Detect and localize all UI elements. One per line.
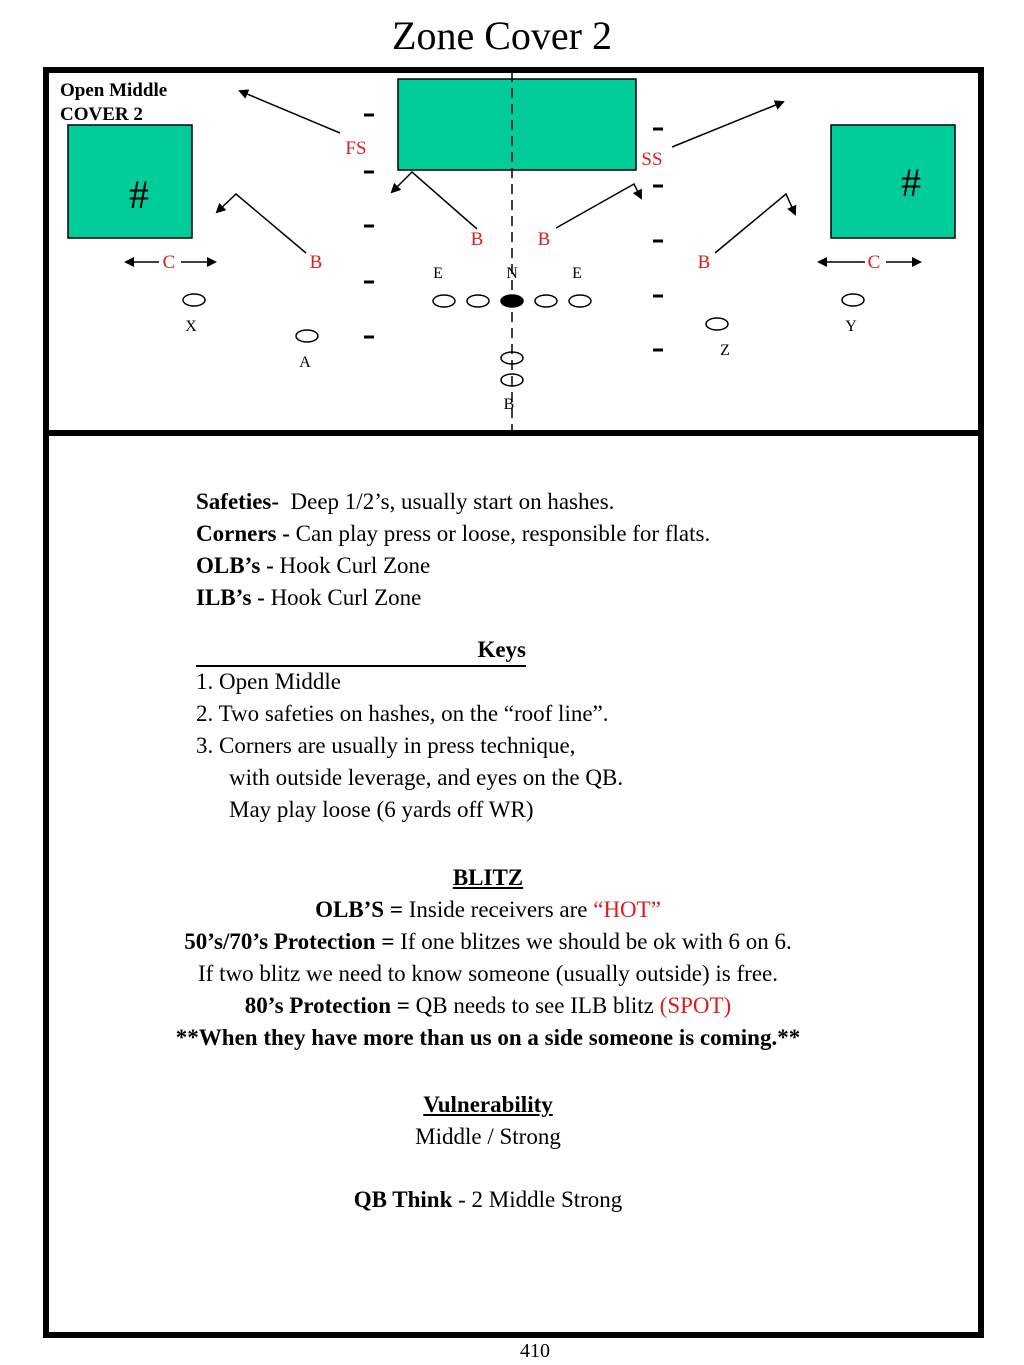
keys-list xyxy=(196,666,623,826)
receiver-y xyxy=(842,294,864,306)
label-x: X xyxy=(185,318,197,335)
resp-safeties: Safeties- Deep 1/2’s, usually start on hashes. xyxy=(196,489,615,514)
hash-mark-left: # xyxy=(129,172,149,217)
key-item: May play loose (6 yards off WR) xyxy=(229,797,534,822)
defensive-end-left: E xyxy=(433,265,443,282)
vulnerability-heading: Vulnerability xyxy=(423,1092,553,1117)
blitz-5070: 50’s/70’s Protection = If one blitzes we should be ok with 6 on 6. xyxy=(184,929,792,954)
qb-think: QB Think - 2 Middle Strong xyxy=(353,1187,623,1212)
offense-lineman xyxy=(535,295,557,307)
blitz-section xyxy=(0,862,976,1054)
receiver-z xyxy=(706,318,728,330)
inside-linebacker-right: B xyxy=(537,229,551,250)
resp-corners: Corners - Can play press or loose, responsible for flats. xyxy=(196,521,711,546)
outside-linebacker-left: B xyxy=(309,252,323,273)
olb-left-drop-arrow xyxy=(217,194,306,253)
defensive-end-right: E xyxy=(572,265,582,282)
deep-middle-zone xyxy=(398,79,636,170)
outside-linebacker-right: B xyxy=(697,252,711,273)
inside-linebacker-left: B xyxy=(470,229,484,250)
offense-lineman xyxy=(467,295,489,307)
label-b: B xyxy=(503,396,515,413)
coverage-label-line2: COVER 2 xyxy=(60,104,143,125)
label-a: A xyxy=(299,354,311,371)
label-y: Y xyxy=(845,318,857,335)
cornerback-left: C xyxy=(162,252,176,273)
keys-heading: Keys xyxy=(477,637,526,662)
ilb-right-drop-arrow xyxy=(556,184,641,228)
resp-olbs: OLB’s - Hook Curl Zone xyxy=(196,553,431,578)
olb-right-drop-arrow xyxy=(715,194,795,253)
hash-mark-right: # xyxy=(901,160,921,205)
blitz-warning: **When they have more than us on a side someone is coming.** xyxy=(175,1025,801,1050)
coverage-label-line1: Open Middle xyxy=(60,80,168,101)
free-safety: FS xyxy=(345,138,367,159)
nose-tackle: N xyxy=(506,265,518,282)
label-z: Z xyxy=(720,342,730,359)
offense-lineman xyxy=(569,295,591,307)
resp-ilbs: ILB’s - Hook Curl Zone xyxy=(196,585,422,610)
key-item: with outside leverage, and eyes on the QB. xyxy=(229,765,624,790)
receiver-a xyxy=(296,330,318,342)
vulnerability-text: Middle / Strong xyxy=(415,1124,561,1149)
play-diagram xyxy=(0,0,1024,440)
blitz-olb: OLB’S = Inside receivers are “HOT” xyxy=(315,897,661,922)
right-flat-zone xyxy=(831,125,955,238)
key-item: 2. Two safeties on hashes, on the “roof line”. xyxy=(196,701,609,726)
blitz-two: If two blitz we need to know someone (usually outside) is free. xyxy=(198,961,778,986)
responsibilities xyxy=(196,486,710,614)
keys-heading-rule xyxy=(196,635,526,667)
offense-center xyxy=(501,295,523,307)
key-item: 1. Open Middle xyxy=(196,669,342,694)
page-title: Zone Cover 2 xyxy=(392,13,612,58)
blitz-80: 80’s Protection = QB needs to see ILB blitz (SPOT) xyxy=(244,993,732,1018)
ss-drop-arrow xyxy=(672,102,783,147)
receiver-x xyxy=(183,294,205,306)
cornerback-right: C xyxy=(867,252,881,273)
ilb-left-drop-arrow xyxy=(392,172,477,229)
key-item: 3. Corners are usually in press technique, xyxy=(196,733,576,758)
vulnerability-section xyxy=(0,1089,976,1153)
fs-drop-arrow xyxy=(240,91,340,133)
strong-safety: SS xyxy=(641,149,663,170)
page-number: 410 xyxy=(520,1340,550,1362)
offense-lineman xyxy=(433,295,455,307)
blitz-heading: BLITZ xyxy=(452,865,524,890)
